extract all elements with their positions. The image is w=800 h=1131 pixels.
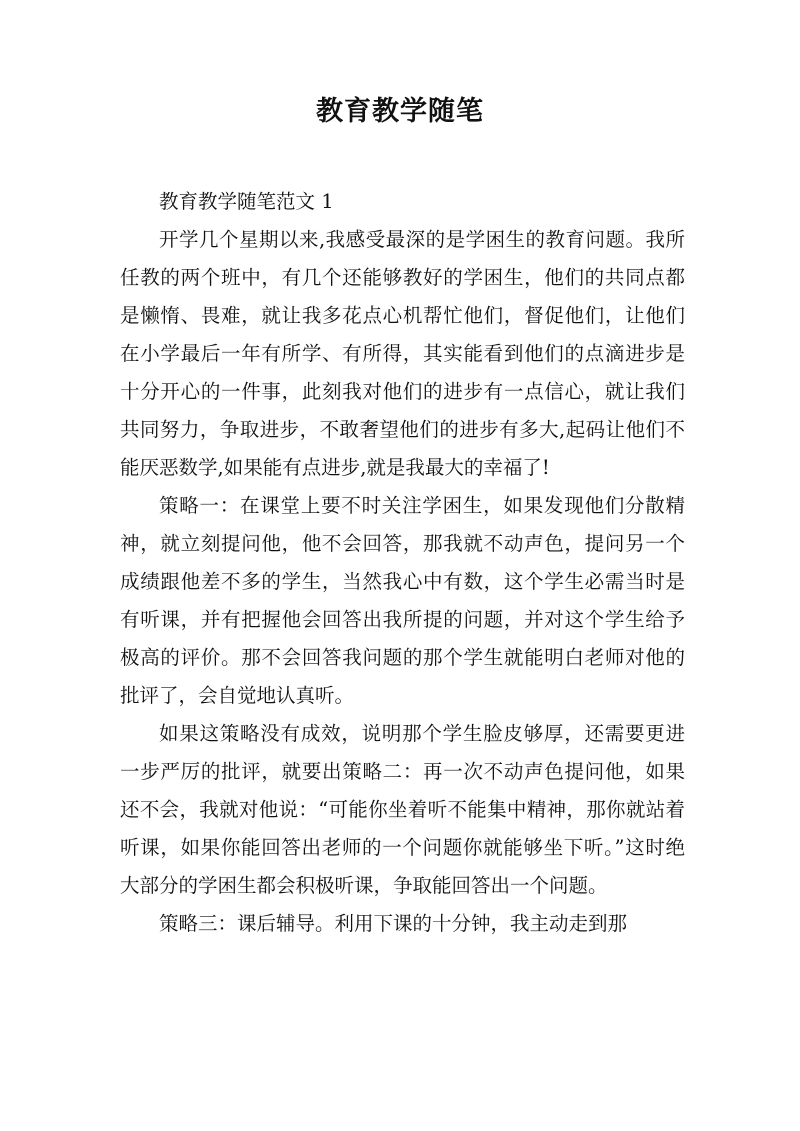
document-body [120, 183, 685, 943]
body-paragraph: 策略一：在课堂上要不时关注学困生，如果发现他们分散精神，就立刻提问他，他不会回答，那我就不动声色，提问另一个成绩跟他差不多的学生，当然我心中有数，这个学生必需当时是有听课，并有把握他会回答出我所提的问题，并对这个学生给予极高的评价。那不会回答我问题的那个学生就能明白老师对他的批评了，会自觉地认真听。 [120, 494, 685, 707]
body-paragraph: 如果这策略没有成效，说明那个学生脸皮够厚，还需要更进一步严厉的批评，就要出策略二：再一次不动声色提问他，如果还不会，我就对他说：“可能你坐着听不能集中精神，那你就站着听课，如果你能回答出老师的一个问题你就能够坐下听。”这时绝大部分的学困生都会积极听课，争取能回答出一个问题。 [120, 722, 685, 897]
document-title: 教育教学随笔 [316, 96, 484, 127]
body-paragraph: 策略三：课后辅导。利用下课的十分钟，我主动走到那 [159, 912, 628, 935]
body-paragraph: 开学几个星期以来,我感受最深的是学困生的教育问题。我所任教的两个班中，有几个还能够教好的学困生，他们的共同点都是懒惰、畏难，就让我多花点心机帮忙他们，督促他们，让他们在小学最后一年有所学、有所得，其实能看到他们的点滴进步是十分开心的一件事，此刻我对他们的进步有一点信心，就让我们共同努力，争取进步，不敢奢望他们的进步有多大,起码让他们不能厌恶数学,如果能有点进步,就是我最大的幸福了! [120, 228, 685, 479]
subtitle-paragraph: 教育教学随笔范文 1 [159, 190, 334, 213]
